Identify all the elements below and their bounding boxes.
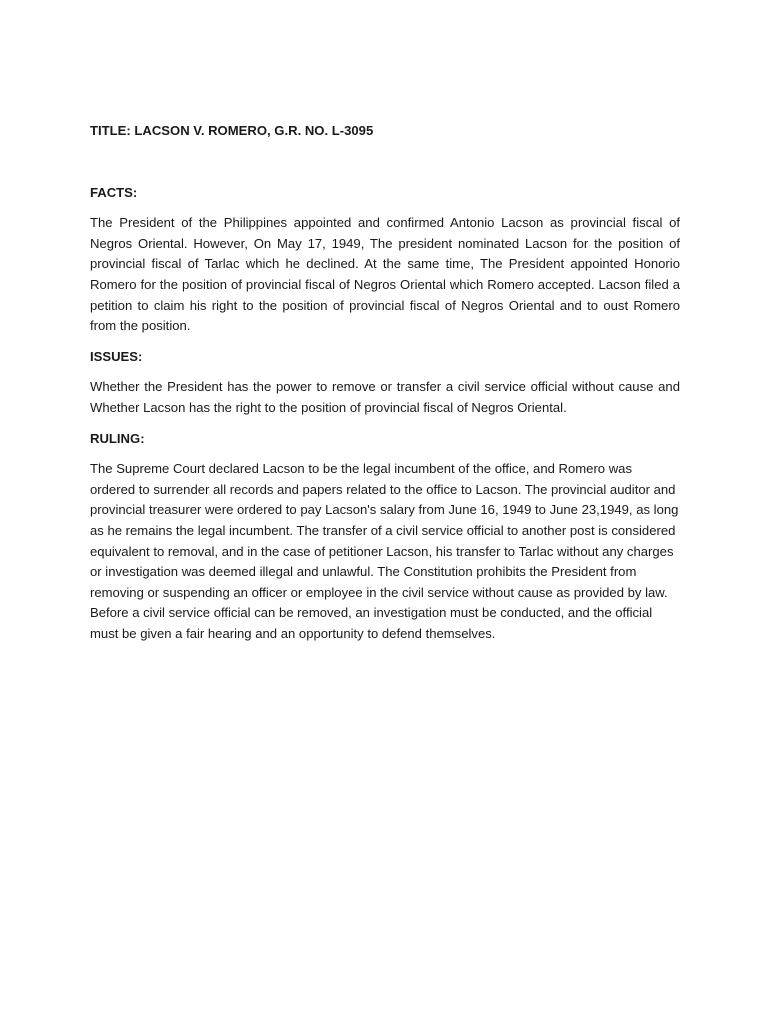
facts-heading: FACTS: — [90, 184, 138, 200]
issues-paragraph: Whether the President has the power to remove or transfer a civil service official without cause and Whether Lacson has the right to the position of provincial fiscal of Negros Oriental. — [90, 379, 680, 415]
document-content — [90, 121, 680, 644]
ruling-heading: RULING: — [90, 430, 145, 446]
ruling-paragraph: The Supreme Court declared Lacson to be the legal incumbent of the office, and Romero was ordered to surrender all records and papers related to the office to Lacson. The provincial auditor and provincial treasurer were ordered to pay Lacson's salary from June 16, 1949 to June 23,1949, as long as he remains the legal incumbent. The transfer of a civil service official to another post is considered equivalent to removal, and in the case of petitioner Lacson, his transfer to Tarlac without any charges or investigation was deemed illegal and unlawful. The Constitution prohibits the President from removing or suspending an officer or employee in the civil service without cause as provided by law. Before a civil service official can be removed, an investigation must be conducted, and the official must be given a fair hearing and an opportunity to defend themselves. — [90, 461, 679, 641]
issues-heading: ISSUES: — [90, 348, 143, 364]
facts-paragraph: The President of the Philippines appointed and confirmed Antonio Lacson as provincial fiscal of Negros Oriental. However, On May 17, 1949, The president nominated Lacson for the position of provincial fiscal of Tarlac which he declined. At the same time, The President appointed Honorio Romero for the position of provincial fiscal of Negros Oriental which Romero accepted. Lacson filed a petition to claim his right to the position of provincial fiscal of Negros Oriental and to oust Romero from the position. — [90, 215, 680, 334]
document-title: TITLE: LACSON V. ROMERO, G.R. NO. L-3095 — [90, 123, 374, 138]
